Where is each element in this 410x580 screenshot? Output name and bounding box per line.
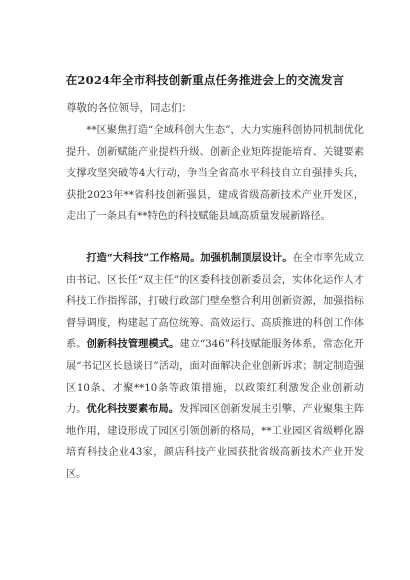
section-heading-3: 优化科技要素布局。: [86, 403, 180, 416]
paragraph-1: **区聚焦打造“全域科创大生态”，大力实施科创协同机制优化提升、创新赋能产业提档升级、创新企业矩阵提能培育、关键要素支撑攻坚突破等4大行动，争当全省高水平科技自立自强排头兵，获批2023年**省科技创新强县，建成省级高新技术产业开发区，走出了一条具有**特色的科技赋能县域高质量发展新路径。: [66, 125, 364, 223]
section-text-1: 在全市率先成立由书记、区长任“双主任”的区委科技创新委员会，实体化运作人才科技工作指挥部，打破行政部门壁垒整合利用创新资源，加强指标督导调度，构建起了高位统筹、高效运行、高质推进的科创工作体系。: [66, 253, 365, 351]
section-text-3: 发挥园区创新发展主引擎、产业聚集主阵地作用，建设形成了园区引领创新的格局，**工业园区省级孵化器培育科技企业43家，颜店科技产业园获批省级高新技术产业开发区。: [66, 404, 365, 480]
section-heading-1: 打造“大科技”工作格局。加强机制顶层设计。: [86, 252, 293, 264]
greeting: 尊敬的各位领导，同志们：: [66, 102, 192, 114]
paragraph-2: [66, 248, 364, 486]
section-text-2: 建立“346”科技赋能服务体系，常态化开展“书记区长恳谈日”活动，面对面解决企业创新诉求；制定制造强区10条、才聚**10条等政策措施，以政策红利激发企业创新动力。: [66, 339, 364, 416]
section-heading-2: 创新科技管理模式。: [86, 338, 180, 351]
document-title: 在2024年全市科技创新重点任务推进会上的交流发言: [65, 73, 345, 87]
